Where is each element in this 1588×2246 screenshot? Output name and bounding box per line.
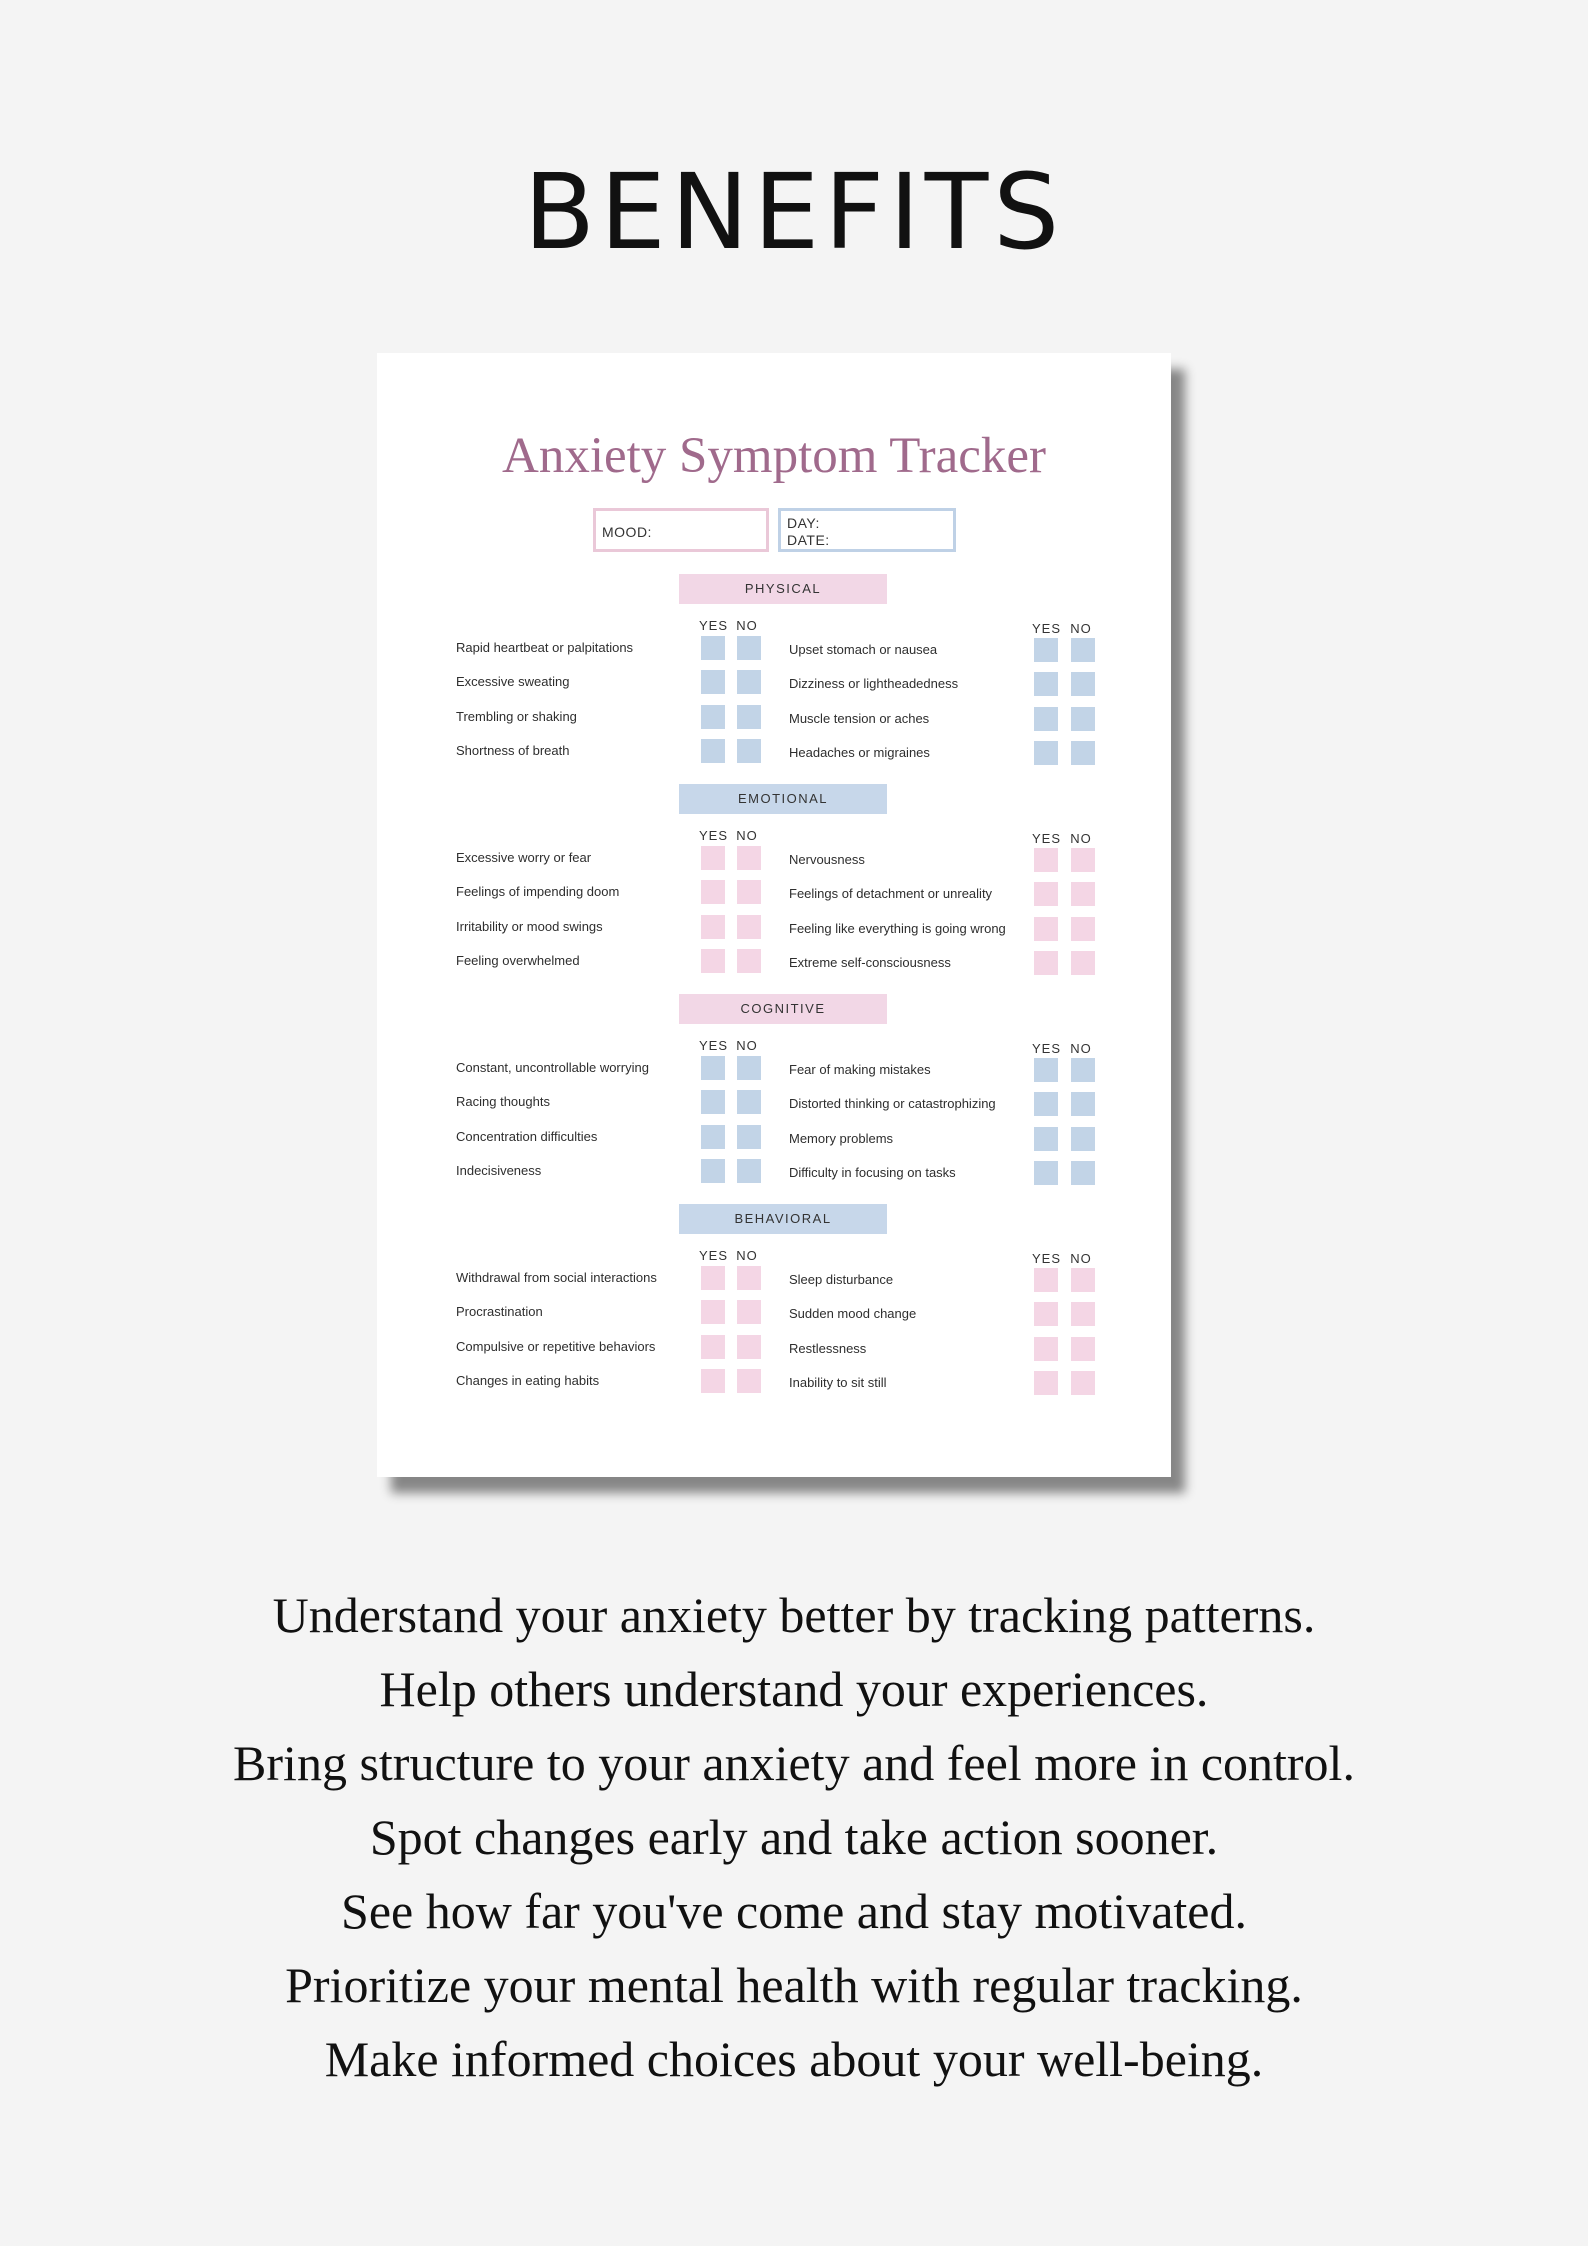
no-column-label: NO bbox=[1070, 1041, 1092, 1056]
benefit-line: Bring structure to your anxiety and feel more in control. bbox=[233, 1735, 1355, 1791]
no-column-label: NO bbox=[1070, 621, 1092, 636]
symptom-label: Concentration difficulties bbox=[456, 1128, 598, 1144]
yes-column-label: YES bbox=[1032, 831, 1062, 846]
mood-field bbox=[593, 508, 769, 552]
no-checkbox[interactable] bbox=[737, 636, 761, 660]
yes-column-label: YES bbox=[699, 1038, 729, 1053]
yes-checkbox[interactable] bbox=[701, 1056, 725, 1080]
yes-checkbox[interactable] bbox=[1034, 848, 1058, 872]
no-checkbox[interactable] bbox=[1071, 1161, 1095, 1185]
symptom-label: Difficulty in focusing on tasks bbox=[789, 1164, 956, 1180]
symptom-label: Excessive sweating bbox=[456, 674, 570, 690]
no-column-label: NO bbox=[736, 1248, 758, 1263]
symptom-label: Changes in eating habits bbox=[456, 1372, 600, 1388]
day-label: DAY: bbox=[787, 515, 820, 531]
symptom-label: Dizziness or lightheadedness bbox=[789, 676, 959, 692]
no-column-label: NO bbox=[736, 828, 758, 843]
yes-checkbox[interactable] bbox=[1034, 707, 1058, 731]
no-checkbox[interactable] bbox=[737, 880, 761, 904]
no-checkbox[interactable] bbox=[1071, 951, 1095, 975]
no-checkbox[interactable] bbox=[1071, 638, 1095, 662]
symptom-label: Indecisiveness bbox=[456, 1162, 542, 1178]
no-checkbox[interactable] bbox=[737, 1159, 761, 1183]
page-title: BENEFITS bbox=[523, 151, 1065, 273]
symptom-label: Trembling or shaking bbox=[456, 708, 577, 724]
symptom-label: Irritability or mood swings bbox=[456, 918, 603, 934]
yes-checkbox[interactable] bbox=[701, 705, 725, 729]
section-header-cognitive: COGNITIVE bbox=[679, 994, 887, 1024]
no-checkbox[interactable] bbox=[737, 846, 761, 870]
benefit-line: Prioritize your mental health with regular tracking. bbox=[285, 1957, 1303, 2013]
symptom-label: Upset stomach or nausea bbox=[789, 642, 938, 657]
no-checkbox[interactable] bbox=[1071, 1127, 1095, 1151]
yes-checkbox[interactable] bbox=[701, 670, 725, 694]
tracker-title: Anxiety Symptom Tracker bbox=[502, 428, 1046, 484]
no-column-label: NO bbox=[1070, 831, 1092, 846]
yes-checkbox[interactable] bbox=[701, 880, 725, 904]
no-checkbox[interactable] bbox=[737, 1056, 761, 1080]
benefits-list bbox=[0, 1578, 1588, 2096]
no-checkbox[interactable] bbox=[1071, 1337, 1095, 1361]
no-checkbox[interactable] bbox=[1071, 1092, 1095, 1116]
yes-checkbox[interactable] bbox=[1034, 951, 1058, 975]
yes-column-label: YES bbox=[699, 828, 729, 843]
yes-checkbox[interactable] bbox=[1034, 882, 1058, 906]
symptom-label: Inability to sit still bbox=[789, 1374, 887, 1390]
yes-checkbox[interactable] bbox=[701, 915, 725, 939]
no-checkbox[interactable] bbox=[1071, 707, 1095, 731]
yes-checkbox[interactable] bbox=[1034, 1302, 1058, 1326]
symptom-label: Racing thoughts bbox=[456, 1094, 550, 1110]
yes-checkbox[interactable] bbox=[1034, 1058, 1058, 1082]
symptom-label: Headaches or migraines bbox=[789, 744, 930, 760]
symptom-label: Feeling like everything is going wrong bbox=[789, 920, 1006, 936]
mood-label: MOOD: bbox=[602, 524, 652, 540]
no-checkbox[interactable] bbox=[737, 1300, 761, 1324]
section-header-emotional: EMOTIONAL bbox=[679, 784, 887, 814]
symptom-label: Shortness of breath bbox=[456, 742, 570, 758]
yes-checkbox[interactable] bbox=[701, 949, 725, 973]
symptom-label: Excessive worry or fear bbox=[456, 850, 592, 865]
day-date-field bbox=[778, 508, 956, 552]
yes-checkbox[interactable] bbox=[701, 1335, 725, 1359]
symptom-label: Fear of making mistakes bbox=[789, 1062, 931, 1077]
yes-checkbox[interactable] bbox=[701, 1369, 725, 1393]
symptom-label: Sudden mood change bbox=[789, 1306, 917, 1322]
symptom-label: Constant, uncontrollable worrying bbox=[456, 1060, 649, 1075]
no-checkbox[interactable] bbox=[1071, 741, 1095, 765]
yes-checkbox[interactable] bbox=[701, 1266, 725, 1290]
date-label: DATE: bbox=[787, 532, 830, 548]
symptom-label: Sleep disturbance bbox=[789, 1272, 894, 1287]
no-checkbox[interactable] bbox=[1071, 1058, 1095, 1082]
benefit-line: See how far you've come and stay motivated. bbox=[341, 1883, 1247, 1939]
no-checkbox[interactable] bbox=[1071, 1268, 1095, 1292]
yes-column-label: YES bbox=[1032, 1251, 1062, 1266]
benefit-line: Make informed choices about your well-being. bbox=[324, 2031, 1264, 2087]
symptom-label: Feelings of detachment or unreality bbox=[789, 886, 993, 902]
no-column-label: NO bbox=[736, 1038, 758, 1053]
no-checkbox[interactable] bbox=[1071, 672, 1095, 696]
tracker-sheet bbox=[377, 353, 1171, 1477]
symptom-label: Withdrawal from social interactions bbox=[456, 1270, 657, 1285]
symptom-label: Procrastination bbox=[456, 1304, 543, 1320]
yes-checkbox[interactable] bbox=[701, 1300, 725, 1324]
no-checkbox[interactable] bbox=[1071, 882, 1095, 906]
symptom-label: Feeling overwhelmed bbox=[456, 952, 580, 968]
no-checkbox[interactable] bbox=[737, 1125, 761, 1149]
no-checkbox[interactable] bbox=[737, 1335, 761, 1359]
no-checkbox[interactable] bbox=[1071, 917, 1095, 941]
yes-checkbox[interactable] bbox=[701, 1090, 725, 1114]
no-checkbox[interactable] bbox=[737, 1266, 761, 1290]
yes-checkbox[interactable] bbox=[1034, 1268, 1058, 1292]
no-checkbox[interactable] bbox=[737, 949, 761, 973]
no-checkbox[interactable] bbox=[737, 670, 761, 694]
symptom-label: Compulsive or repetitive behaviors bbox=[456, 1338, 656, 1354]
yes-checkbox[interactable] bbox=[1034, 741, 1058, 765]
benefit-line: Help others understand your experiences. bbox=[379, 1661, 1209, 1717]
yes-checkbox[interactable] bbox=[1034, 1337, 1058, 1361]
benefit-line: Spot changes early and take action sooner. bbox=[369, 1809, 1219, 1865]
section-header-behavioral: BEHAVIORAL bbox=[679, 1204, 887, 1234]
no-column-label: NO bbox=[1070, 1251, 1092, 1266]
yes-checkbox[interactable] bbox=[1034, 917, 1058, 941]
no-checkbox[interactable] bbox=[1071, 848, 1095, 872]
yes-checkbox[interactable] bbox=[701, 1125, 725, 1149]
yes-checkbox[interactable] bbox=[701, 739, 725, 763]
symptom-label: Nervousness bbox=[789, 852, 865, 867]
symptom-label: Extreme self-consciousness bbox=[789, 954, 951, 970]
yes-column-label: YES bbox=[699, 618, 729, 633]
symptom-label: Rapid heartbeat or palpitations bbox=[456, 640, 634, 655]
no-checkbox[interactable] bbox=[1071, 1302, 1095, 1326]
symptom-label: Memory problems bbox=[789, 1130, 894, 1146]
yes-checkbox[interactable] bbox=[701, 846, 725, 870]
symptom-label: Feelings of impending doom bbox=[456, 884, 620, 900]
no-checkbox[interactable] bbox=[737, 1090, 761, 1114]
symptom-label: Distorted thinking or catastrophizing bbox=[789, 1096, 996, 1112]
no-checkbox[interactable] bbox=[737, 915, 761, 939]
yes-checkbox[interactable] bbox=[1034, 1127, 1058, 1151]
yes-checkbox[interactable] bbox=[1034, 1161, 1058, 1185]
symptom-label: Restlessness bbox=[789, 1340, 867, 1356]
yes-checkbox[interactable] bbox=[1034, 672, 1058, 696]
symptom-label: Muscle tension or aches bbox=[789, 710, 930, 726]
no-checkbox[interactable] bbox=[737, 705, 761, 729]
yes-column-label: YES bbox=[1032, 1041, 1062, 1056]
benefit-line: Understand your anxiety better by tracking patterns. bbox=[272, 1587, 1316, 1643]
no-checkbox[interactable] bbox=[1071, 1371, 1095, 1395]
no-column-label: NO bbox=[736, 618, 758, 633]
yes-column-label: YES bbox=[699, 1248, 729, 1263]
yes-checkbox[interactable] bbox=[1034, 1092, 1058, 1116]
no-checkbox[interactable] bbox=[737, 739, 761, 763]
section-header-physical: PHYSICAL bbox=[679, 574, 887, 604]
yes-checkbox[interactable] bbox=[701, 1159, 725, 1183]
yes-checkbox[interactable] bbox=[701, 636, 725, 660]
no-checkbox[interactable] bbox=[737, 1369, 761, 1393]
yes-column-label: YES bbox=[1032, 621, 1062, 636]
yes-checkbox[interactable] bbox=[1034, 1371, 1058, 1395]
yes-checkbox[interactable] bbox=[1034, 638, 1058, 662]
